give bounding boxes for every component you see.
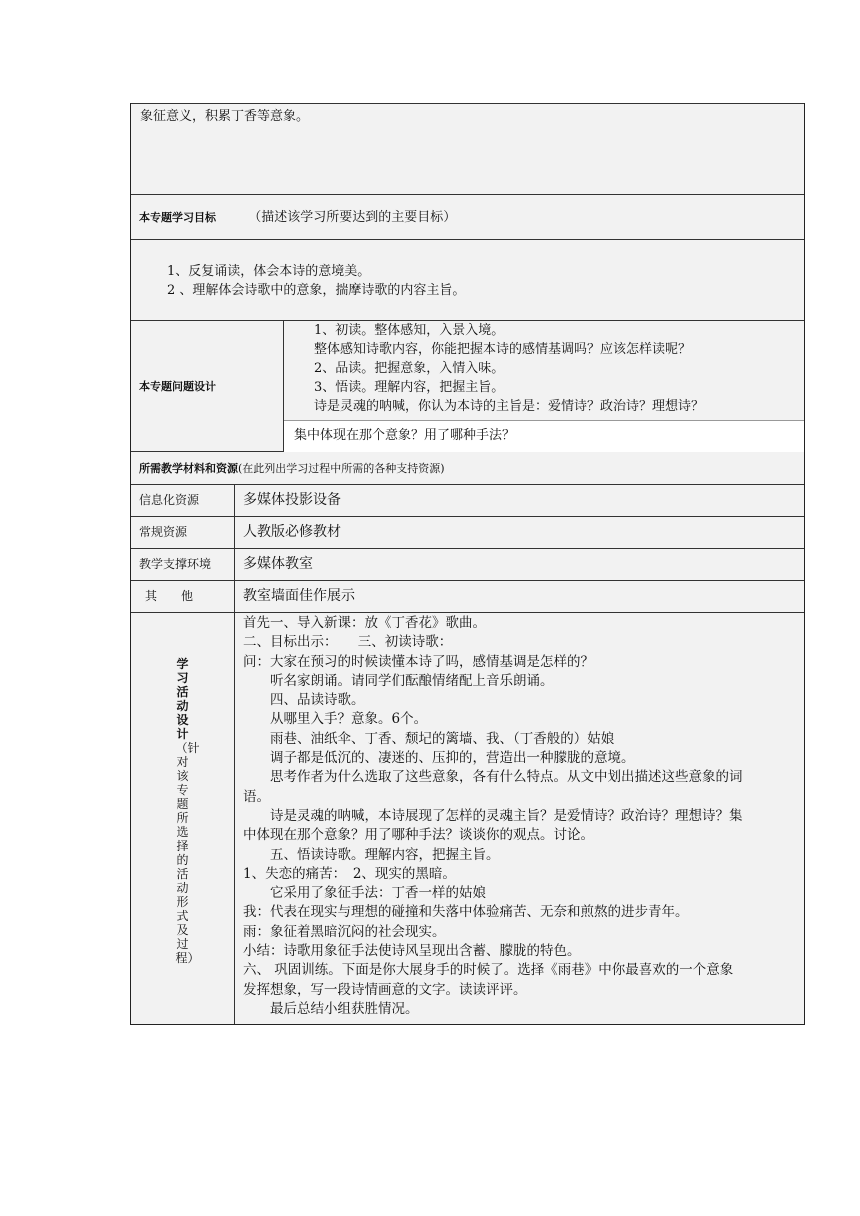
continuation-row bbox=[131, 103, 804, 194]
activity-line: 我：代表在现实与理想的碰撞和失落中体验痛苦、无奈和煎熬的进步青年。 bbox=[243, 904, 689, 921]
activity-line: 思考作者为什么选取了这些意象，各有什么特点。从文中划出描述这些意象的词 bbox=[243, 769, 743, 786]
goal-items-row bbox=[131, 239, 804, 320]
resources-heading-row bbox=[131, 451, 804, 484]
activity-row bbox=[131, 612, 804, 1024]
activity-line: 它采用了象征手法：丁香一样的姑娘 bbox=[243, 885, 486, 902]
goal-heading: 本专题学习目标 bbox=[139, 210, 216, 224]
activity-line: 问：大家在预习的时候读懂本诗了吗，感情基调是怎样的？ bbox=[243, 653, 594, 670]
resource-label: 信息化资源 bbox=[131, 485, 235, 516]
question-line-5: 诗是灵魂的呐喊，你认为本诗的主旨是：爱情诗？政治诗？理想诗？ bbox=[314, 399, 705, 414]
activity-line: 五、悟读诗歌。理解内容，把握主旨。 bbox=[243, 846, 500, 863]
activity-line: 雨巷、油纸伞、丁香、颓圮的篱墙、我、（丁香般的）姑娘 bbox=[243, 730, 615, 747]
lesson-plan-table bbox=[130, 103, 805, 1025]
question-heading: 本专题问题设计 bbox=[139, 379, 216, 393]
activity-line: 雨：象征着黑暗沉闷的社会现实。 bbox=[243, 923, 446, 940]
activity-line: 最后总结小组获胜情况。 bbox=[243, 1000, 419, 1017]
resources-note: (在此列出学习过程中所需的各种支持资源) bbox=[238, 461, 445, 475]
goal-note: （描述该学习所要达到的主要目标） bbox=[248, 209, 457, 225]
resource-value: 人教版必修教材 bbox=[243, 524, 341, 540]
activity-line: 中体现在那个意象？用了哪种手法？谈谈你的观点。讨论。 bbox=[243, 827, 594, 844]
activity-content bbox=[235, 613, 804, 1024]
continuation-text: 象征意义，积累丁香等意象。 bbox=[140, 109, 310, 124]
question-line-1: 1、初读。整体感知，入景入境。 bbox=[314, 323, 505, 338]
activity-line: 从哪里入手？意象。6个。 bbox=[243, 711, 428, 728]
activity-line: 首先一、导入新课：放《丁香花》歌曲。 bbox=[243, 615, 486, 631]
activity-line: 发挥想象，写一段诗情画意的文字。读读评评。 bbox=[243, 981, 527, 998]
activity-line: 四、品读诗歌。 bbox=[243, 692, 365, 709]
resources-heading: 所需教学材料和资源 bbox=[139, 461, 238, 475]
resource-row bbox=[131, 580, 804, 612]
activity-line: 六、 巩固训练。下面是你大展身手的时候了。选择《雨巷》中你最喜欢的一个意象 bbox=[243, 962, 734, 979]
activity-line: 调子都是低沉的、凄迷的、压抑的，营造出一种朦胧的意境。 bbox=[243, 750, 635, 767]
resource-row bbox=[131, 548, 804, 580]
activity-line: 语。 bbox=[243, 788, 270, 805]
question-line-4: 3、悟读。理解内容，把握主旨。 bbox=[314, 380, 505, 395]
resource-row bbox=[131, 516, 804, 548]
goal-item-2: 2 、理解体会诗歌中的意象，揣摩诗歌的内容主旨。 bbox=[167, 283, 466, 298]
question-line-3: 2、品读。把握意象，入情入味。 bbox=[314, 361, 505, 376]
activity-label-note: （针对该专题所选择的活动形式及过程） bbox=[175, 741, 200, 965]
question-line-2: 整体感知诗歌内容，你能把握本诗的感情基调吗？应该怎样读呢？ bbox=[314, 342, 692, 357]
goal-item-1: 1、反复诵读，体会本诗的意境美。 bbox=[167, 264, 371, 279]
activity-line: 听名家朗诵。请同学们酝酿情绪配上音乐朗诵。 bbox=[243, 672, 554, 689]
question-last-line: 集中体现在那个意象？用了哪种手法？ bbox=[294, 428, 516, 443]
question-row bbox=[131, 320, 804, 451]
goal-heading-row bbox=[131, 194, 804, 239]
activity-line: 1、失恋的痛苦： 2、现实的黑暗。 bbox=[243, 865, 456, 882]
activity-label: 学习活动设计 bbox=[176, 657, 189, 741]
resource-label: 教学支撑环境 bbox=[131, 549, 235, 580]
resource-value: 教室墙面佳作展示 bbox=[243, 588, 355, 604]
resource-label: 常规资源 bbox=[131, 517, 235, 548]
activity-line: 诗是灵魂的呐喊，本诗展现了怎样的灵魂主旨？是爱情诗？政治诗？理想诗？集 bbox=[243, 807, 743, 824]
resource-value: 多媒体教室 bbox=[243, 556, 313, 572]
activity-line: 小结：诗歌用象征手法使诗风呈现出含蓄、朦胧的特色。 bbox=[243, 943, 581, 960]
resource-label: 其 他 bbox=[131, 581, 235, 612]
resource-row bbox=[131, 484, 804, 516]
activity-line: 二、目标出示： 三、初读诗歌： bbox=[243, 634, 453, 651]
resource-value: 多媒体投影设备 bbox=[243, 492, 341, 508]
